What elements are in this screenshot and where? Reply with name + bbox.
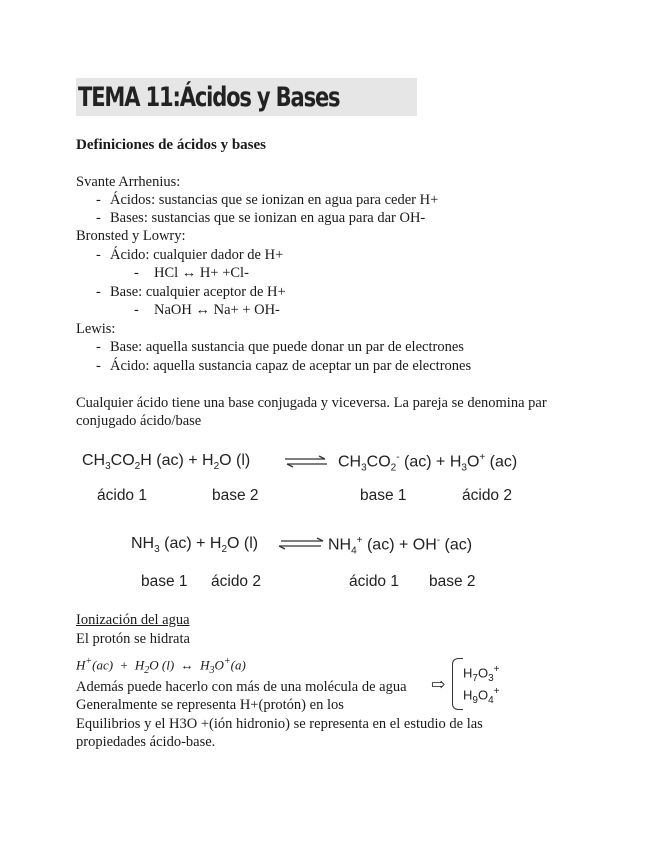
paragraph-line: Cualquier ácido tiene una base conjugada y viceversa. La pareja se denomina par [76, 395, 547, 411]
reaction-2-label: base 2 [429, 573, 476, 590]
list-item: - Base: aquella sustancia que puede donar un par de electrones [96, 339, 464, 355]
water-line: El protón se hidrata [76, 631, 190, 647]
water-line: Además puede hacerlo con más de una molécula de agua [76, 679, 407, 695]
list-item: - Bases: sustancias que se ionizan en agua para dar OH- [96, 210, 426, 226]
lewis-label: Lewis: [76, 321, 116, 337]
arrhenius-label: Svante Arrhenius: [76, 174, 181, 190]
section-heading: Definiciones de ácidos y bases [76, 137, 267, 153]
paragraph-line: conjugado ácido/base [76, 413, 202, 429]
list-item: - Ácido: cualquier dador de H+ [96, 247, 284, 263]
list-item: - HCl ↔ H+ +Cl- [134, 265, 249, 281]
bronsted-label: Bronsted y Lowry: [76, 228, 186, 244]
reaction-1-products: $CH_3CO_2^-$ $(ac) + H_3O^+$ (ac) [338, 452, 518, 474]
reaction-1-label: ácido 2 [462, 487, 512, 504]
water-line: propiedades ácido-base. [76, 734, 216, 750]
reaction-2-label: ácido 1 [349, 573, 399, 590]
water-line: Generalmente se representa H+(protón) en los [76, 697, 344, 713]
equilibrium-arrow-icon [283, 455, 329, 469]
page-title: TEMA 11:Ácidos y Bases [78, 81, 340, 113]
equilibrium-arrow-icon [277, 537, 325, 551]
implies-arrow-icon: ⇨ [431, 675, 446, 694]
brace-icon [452, 658, 463, 710]
reaction-1-label: ácido 1 [97, 487, 147, 504]
reaction-2-reactants: $NH_3$ $(ac) + H_2O$ (l) [131, 535, 259, 556]
reaction-2-label: ácido 2 [211, 573, 261, 590]
hydrated-proton-2: $H_9O_4^+$ [463, 686, 500, 706]
list-item: - Base: cualquier aceptor de H+ [96, 284, 286, 300]
reaction-1-reactants: $CH_3CO_2H$ $(ac) + H_2O$ (l) [82, 452, 251, 473]
list-item: - Ácido: aquella sustancia capaz de aceptar un par de electrones [96, 358, 472, 374]
reaction-2-label: base 1 [141, 573, 188, 590]
hydrated-proton-1: $H_7O_3^+$ [463, 664, 500, 684]
water-equation: $H^+(ac) + H_2O$ (l) ↔ $H_3O^+(a)$ [76, 656, 246, 676]
reaction-1-label: base 2 [212, 487, 259, 504]
list-item: - Ácidos: sustancias que se ionizan en agua para ceder H+ [96, 192, 439, 208]
reaction-2-products: $NH_4^+$ (ac) + OH- (ac) [328, 535, 473, 557]
water-heading: Ionización del agua [76, 612, 190, 628]
list-item: - NaOH ↔ Na+ + OH- [134, 302, 280, 318]
title-highlight [76, 78, 417, 116]
water-line: Equilibrios y el H3O +(ión hidronio) se representa en el estudio de las [76, 716, 483, 732]
reaction-1-label: base 1 [360, 487, 407, 504]
